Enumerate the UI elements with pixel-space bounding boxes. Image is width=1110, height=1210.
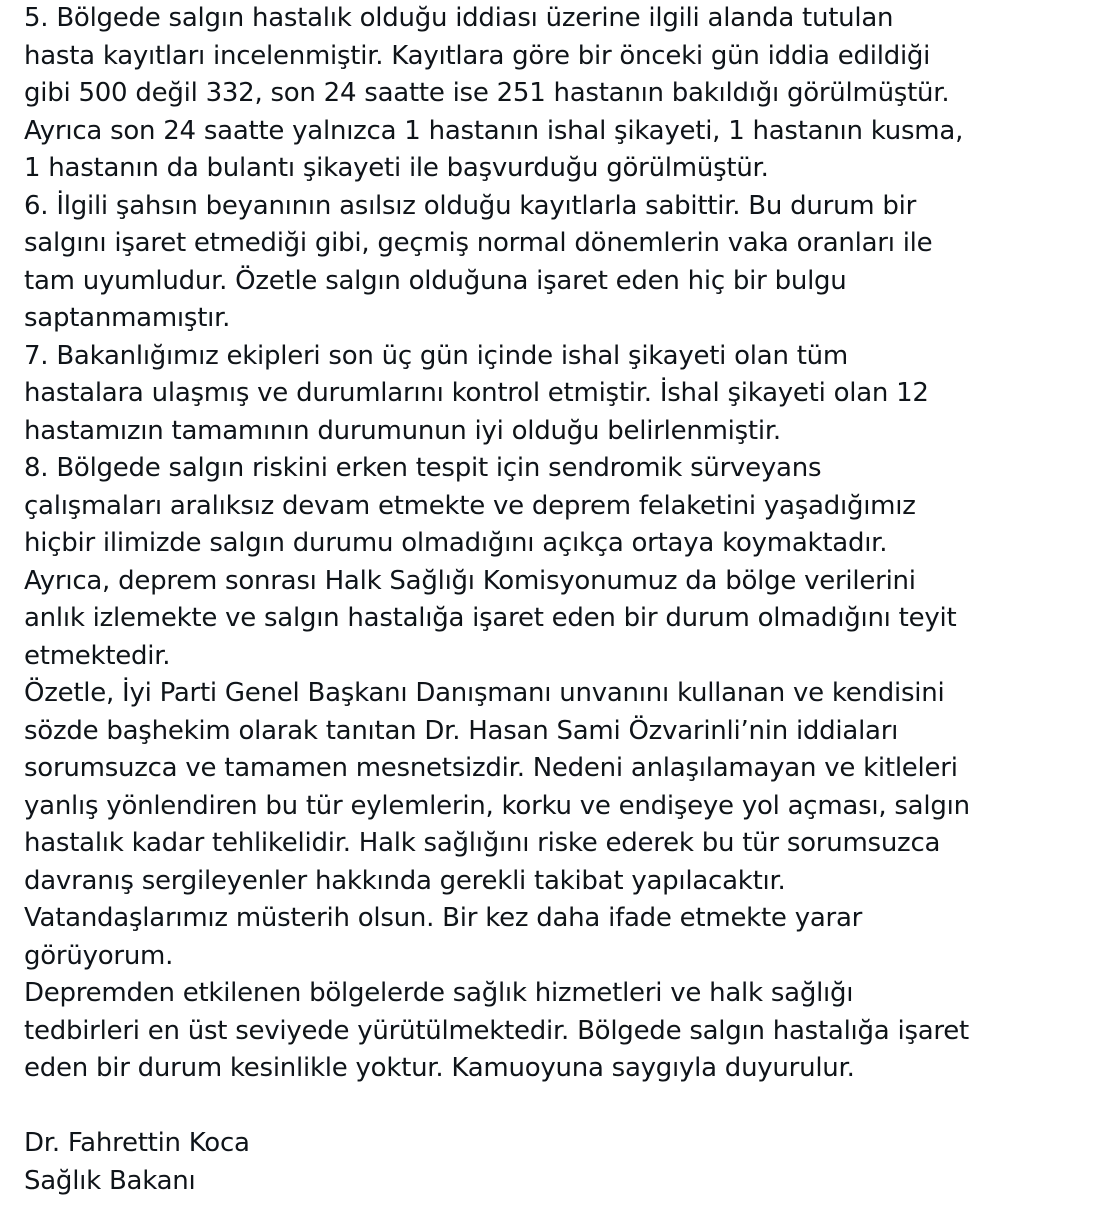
post-line: gibi 500 değil 332, son 24 saatte ise 251 hastanın bakıldığı görülmüştür. xyxy=(24,78,950,108)
post-line: hiçbir ilimizde salgın durumu olmadığını açıkça ortaya koymaktadır. xyxy=(24,528,888,558)
signature-name: Dr. Fahrettin Koca xyxy=(24,1128,250,1158)
post-line: 8. Bölgede salgın riskini erken tespit için sendromik sürveyans xyxy=(24,453,822,483)
post-line: sözde başhekim olarak tanıtan Dr. Hasan Sami Özvarinli’nin iddiaları xyxy=(24,715,899,746)
post-line: hastamızın tamamının durumunun iyi olduğu belirlenmiştir. xyxy=(24,415,781,446)
post-line: görüyorum. xyxy=(24,940,174,971)
post-line: hastalık kadar tehlikelidir. Halk sağlığını riske ederek bu tür sorumsuzca xyxy=(24,828,941,858)
post-line: 1 hastanın da bulantı şikayeti ile başvurduğu görülmüştür. xyxy=(24,153,769,183)
post-text xyxy=(24,0,1094,1200)
post-line: hasta kayıtları incelenmiştir. Kayıtlara göre bir önceki gün iddia edildiği xyxy=(24,40,931,71)
post-line: yanlış yönlendiren bu tür eylemlerin, korku ve endişeye yol açması, salgın xyxy=(24,790,970,821)
post-line: Özetle, İyi Parti Genel Başkanı Danışmanı unvanını kullanan ve kendisini xyxy=(24,678,945,708)
post-line: Ayrıca son 24 saatte yalnızca 1 hastanın ishal şikayeti, 1 hastanın kusma, xyxy=(24,115,964,146)
post-line: Depremden etkilenen bölgelerde sağlık hizmetleri ve halk sağlığı xyxy=(24,978,854,1008)
post-line: tam uyumludur. Özetle salgın olduğuna işaret eden hiç bir bulgu xyxy=(24,265,847,296)
post-line: hastalara ulaşmış ve durumlarını kontrol etmiştir. İshal şikayeti olan 12 xyxy=(24,378,929,408)
post-line: etmektedir. xyxy=(24,640,171,671)
post-line: salgını işaret etmediği gibi, geçmiş normal dönemlerin vaka oranları ile xyxy=(24,228,933,258)
post-line: tedbirleri en üst seviyede yürütülmektedir. Bölgede salgın hastalığa işaret xyxy=(24,1015,969,1046)
blank-line xyxy=(24,1088,1094,1126)
post-line: saptanmamıştır. xyxy=(24,303,231,333)
signature-title: Sağlık Bakanı xyxy=(24,1165,196,1196)
post-line: 6. İlgili şahsın beyanının asılsız olduğu kayıtlarla sabittir. Bu durum bir xyxy=(24,190,917,221)
post-line: eden bir durum kesinlikle yoktur. Kamuoyuna saygıyla duyurulur. xyxy=(24,1053,855,1083)
post-line: Ayrıca, deprem sonrası Halk Sağlığı Komisyonumuz da bölge verilerini xyxy=(24,565,916,596)
post-line: anlık izlemekte ve salgın hastalığa işaret eden bir durum olmadığını teyit xyxy=(24,603,957,633)
post-line: 7. Bakanlığımız ekipleri son üç gün içinde ishal şikayeti olan tüm xyxy=(24,340,848,371)
post-line: çalışmaları aralıksız devam etmekte ve deprem felaketini yaşadığımız xyxy=(24,490,916,521)
post-line: sorumsuzca ve tamamen mesnetsizdir. Nedeni anlaşılamayan ve kitleleri xyxy=(24,753,958,783)
post-line: Vatandaşlarımız müsterih olsun. Bir kez daha ifade etmekte yarar xyxy=(24,903,863,933)
post-line: davranış sergileyenler hakkında gerekli takibat yapılacaktır. xyxy=(24,865,786,896)
post-line: 5. Bölgede salgın hastalık olduğu iddiası üzerine ilgili alanda tutulan xyxy=(24,3,894,33)
